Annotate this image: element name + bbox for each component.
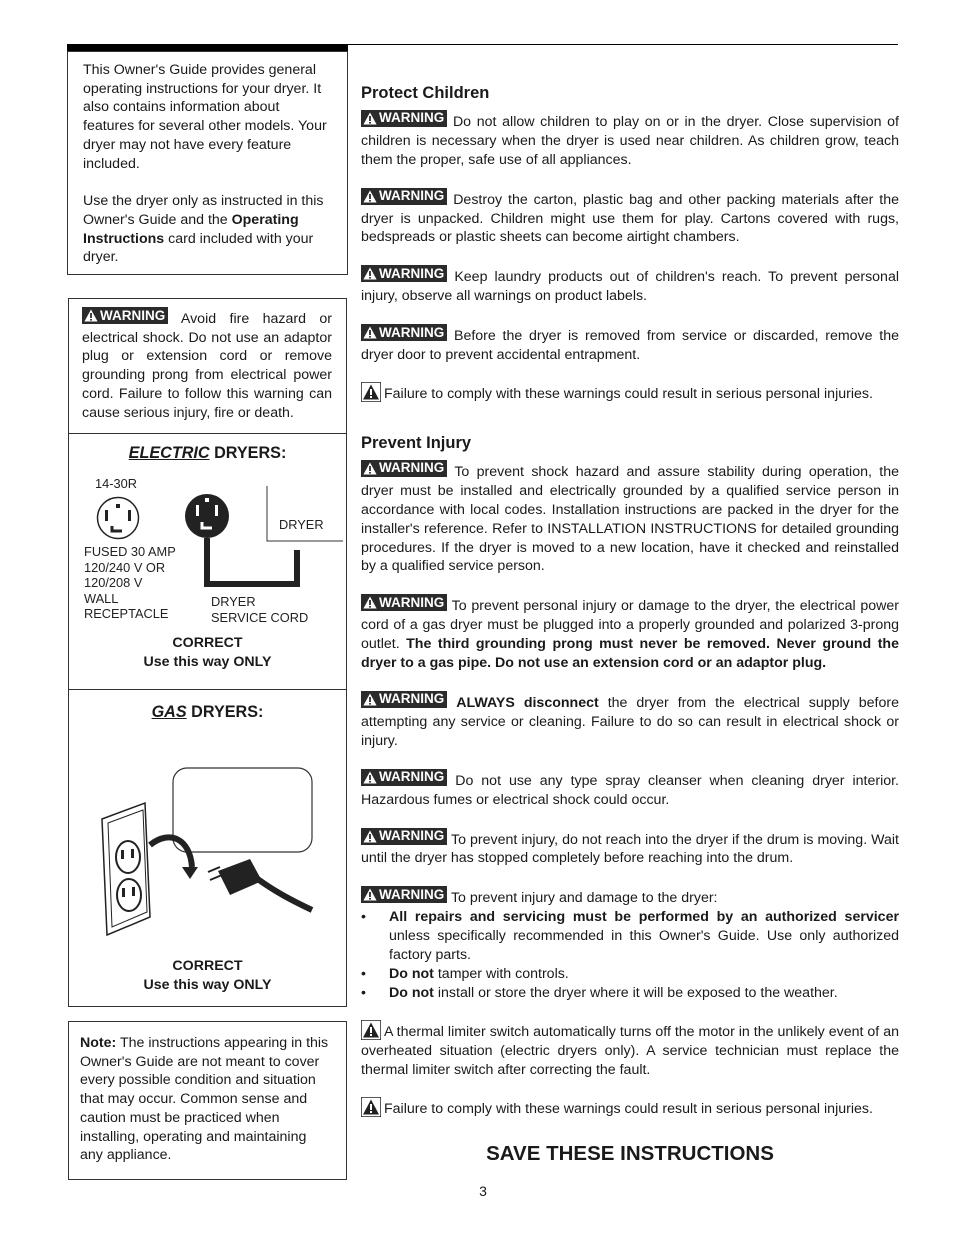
dryer-label: DRYER xyxy=(279,517,324,532)
top-rule-thin xyxy=(348,44,898,45)
receptacle-icon xyxy=(96,496,142,542)
warning-badge: WARNING xyxy=(361,691,447,708)
fire-warning xyxy=(68,298,347,434)
warning-badge: WARNING xyxy=(361,886,447,903)
warning-badge: WARNING xyxy=(361,188,447,205)
warning-badge: WARNING xyxy=(361,828,447,845)
warning-badge: WARNING xyxy=(361,594,447,611)
intro-para-2: Use the dryer only as instructed in this Owner's Guide and the Operating Instructions card included with your dryer. xyxy=(83,193,324,266)
warning-badge: WARNING xyxy=(361,110,447,127)
caution-icon xyxy=(361,1097,381,1117)
fire-warning-text: Avoid fire hazard or electrical shock. Do not use an adaptor plug or extension cord or remove grounding prong from electrical power cord. Failure to follow this warning can cause serious injury, fire or death. xyxy=(82,311,332,421)
cord-label: DRYER SERVICE CORD xyxy=(211,594,309,625)
prevent-injury-section: Prevent Injury WARNING To prevent shock hazard and assure stability during operation, the dryer must be installed and electrically grounded by a qualified service person in accordance with local codes. Installation instructions are packed in the dryer for the installer's reference. Refer to INSTALLATION INSTRUCTIONS for detailed grounding procedures. If the dryer is moved to a new location, have it checked and reinstalled by a qualified service person. WARNING To prevent personal injury or damage to the dryer, the electrical power cord of a gas dryer must be plugged into a properly grounded and polarized 3-prong outlet. The third grounding prong must never be removed. Never ground the dryer to a gas pipe. Do not use an extension cord or an adaptor plug. WARNING ALWAYS disconnect the dryer from the electrical supply before attempting any service or cleaning. Failure to do so can result in electrical shock or injury. WARNING Do not use any type spray cleanser when cleaning dryer interior. Hazardous fumes or electrical shock could occur. WARNING To prevent injury, do not reach into the dryer if the drum is moving. Wait until the dryer has stopped completely before reaching into the drum. WARNING To prevent injury and damage to the dryer: • All repairs and servicing must be performed by an authorized servicer unless specifically recommended in this Owner's Guide. Use only authorized factory parts. • Do not tamper with controls. • Do not install or store the dryer where it will be exposed to the weather. A thermal limiter switch automatically turns off the motor in the unlikely event of an overheated situation (electric dryers only). A service technician must replace the thermal limiter switch after correcting the fault. Failure to comply with these warnings could result in serious personal injuries. xyxy=(361,434,899,1117)
warning-badge: WARNING xyxy=(82,307,168,324)
note-box xyxy=(68,1021,347,1180)
list-item: • All repairs and servicing must be performed by an authorized servicer unless specifically recommended in this Owner's Guide. Use only authorized factory parts. xyxy=(361,909,899,964)
warning-badge: WARNING xyxy=(361,769,447,786)
note-label: Note: xyxy=(80,1035,117,1051)
divider xyxy=(68,689,347,690)
dryer-plug-cord xyxy=(185,486,345,592)
save-instructions-heading: SAVE THESE INSTRUCTIONS xyxy=(486,1142,774,1165)
note-text: The instructions appearing in this Owner's Guide are not meant to cover every possible condition and situation that may occur. Common sense and caution must be practiced when installing, operating and maintaining any appliance. xyxy=(80,1035,329,1164)
caution-icon xyxy=(361,1020,381,1040)
list-item: • Do not install or store the dryer where it will be exposed to the weather. xyxy=(361,984,838,1001)
intro-para-1: This Owner's Guide provides general operating instructions for your dryer. It also contains information about features for several other models. Your dryer may not have every feature included. xyxy=(83,62,327,172)
caution-icon xyxy=(361,382,381,402)
gas-title: GAS DRYERS: xyxy=(151,703,264,721)
prevent-injury-heading: Prevent Injury xyxy=(361,434,472,452)
list-item: • Do not tamper with controls. xyxy=(361,965,569,982)
divider xyxy=(68,433,347,434)
fuse-label: FUSED 30 AMP 120/240 V OR 120/208 V WALL RECEPTACLE xyxy=(84,544,176,621)
receptacle-code: 14-30R xyxy=(95,476,137,491)
electric-correct: CORRECT Use this way ONLY xyxy=(143,635,272,670)
intro-box xyxy=(67,51,348,275)
gas-correct: CORRECT Use this way ONLY xyxy=(143,958,272,993)
warning-badge: WARNING xyxy=(361,324,447,341)
page-number: 3 xyxy=(479,1183,487,1199)
top-rule-thick xyxy=(67,44,348,51)
protect-children-heading: Protect Children xyxy=(361,84,490,102)
gas-outlet-illustration xyxy=(100,767,320,939)
protect-children-section: Protect Children WARNING Do not allow children to play on or in the dryer. Close supervision of children is necessary when the dryer is used near children. As children grow, teach them the proper, safe use of all appliances. WARNING Destroy the carton, plastic bag and other packing materials after the dryer is unpacked. Children might use them for play. Cartons covered with rugs, bedspreads or plastic sheets can become airtight chambers. WARNING Keep laundry products out of children's reach. To prevent personal injury, observe all warnings on product labels. WARNING Before the dryer is removed from service or discarded, remove the dryer door to prevent accidental entrapment. Failure to comply with these warnings could result in serious personal injuries. xyxy=(361,84,899,402)
warning-badge: WARNING xyxy=(361,265,447,282)
electric-title: ELECTRIC DRYERS: xyxy=(128,444,287,462)
warning-badge: WARNING xyxy=(361,460,447,477)
